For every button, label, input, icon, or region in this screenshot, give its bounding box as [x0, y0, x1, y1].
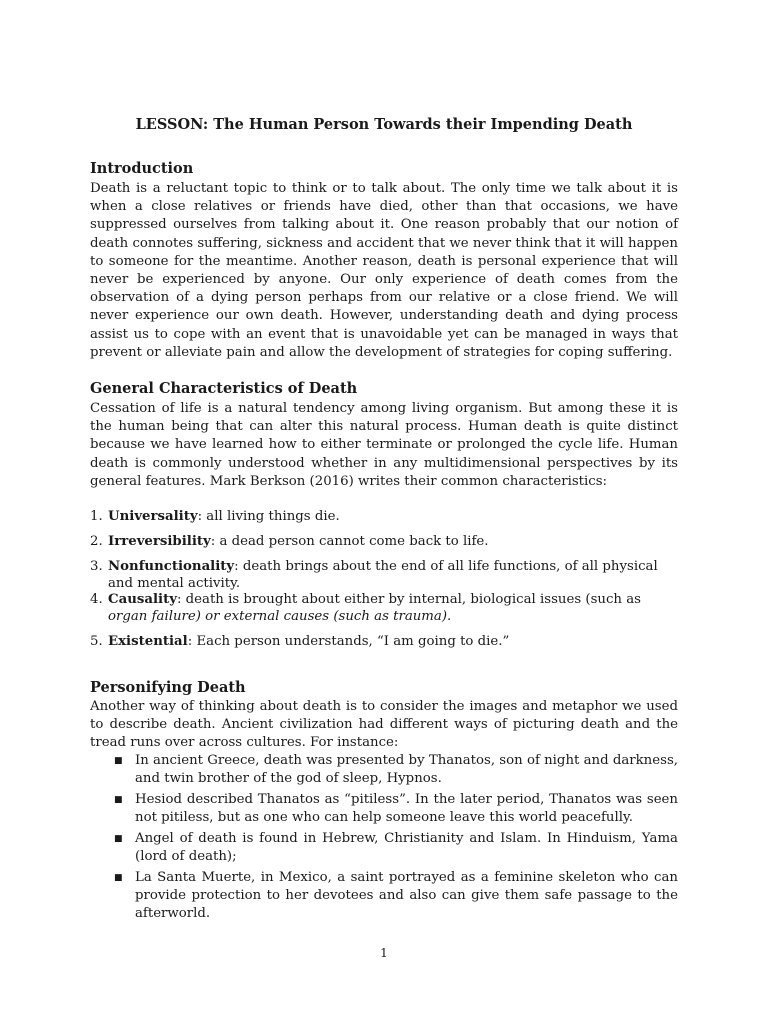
characteristic-term: Nonfunctionality: [108, 559, 235, 574]
characteristic-item: 1. Universality: all living things die.: [90, 509, 340, 524]
characteristic-item: 2. Irreversibility: a dead person cannot come back to life.: [90, 534, 489, 549]
characteristic-term: Irreversibility: [108, 534, 211, 549]
general-characteristics-paragraph: Cessation of life is a natural tendency among living organism. But among these it is the human being that can alter this natural process. Human death is quite distinct because we have learned how to either terminate or prolonged the cycle life. Human death is commonly understood whether in any multidimensional perspectives by its general features. Mark Berkson (2016) writes their common characteristics:: [90, 401, 678, 489]
personifying-death-heading: Personifying Death: [90, 679, 246, 696]
list-item: ■ In ancient Greece, death was presented by Thanatos, son of night and darkness, and twin brother of the god of sleep, Hypnos.: [114, 753, 678, 786]
list-item: ■ Angel of death is found in Hebrew, Christianity and Islam. In Hinduism, Yama (lord of death);: [114, 831, 678, 864]
list-item: ■ Hesiod described Thanatos as “pitiless”. In the later period, Thanatos was seen not pitiless, but as one who can help someone leave this world peacefully.: [114, 792, 678, 825]
general-characteristics-heading: General Characteristics of Death: [90, 380, 358, 397]
characteristic-term: Universality: [108, 509, 198, 524]
personifying-death-paragraph: Another way of thinking about death is to consider the images and metaphor we used to describe death. Ancient civilization had different ways of picturing death and the tread runs over across cultures. For instance:: [90, 699, 678, 751]
bullet-square-icon: ■: [114, 795, 123, 805]
list-item: ■ La Santa Muerte, in Mexico, a saint portrayed as a feminine skeleton who can provide protection to her devotees and also can give them safe passage to the afterworld.: [114, 870, 678, 921]
lesson-title: LESSON: The Human Person Towards their Impending Death: [135, 116, 633, 133]
introduction-paragraph: Death is a reluctant topic to think or to talk about. The only time we talk about it is when a close relatives or friends have died, other than that occasions, we have suppressed ourselves from talking about it. One reason probably that our notion of death connotes suffering, sickness and accident that we never think that it will happen to someone for the meantime. Another reason, death is personal experience that will never be experienced by anyone. Our only experience of death comes from the observation of a dying person perhaps from our relative or a close friend. We will never experience our own death. However, understanding death and dying process assist us to cope with an event that is unavoidable yet can be managed in ways that prevent or alleviate pain and allow the development of strategies for coping suffering.: [90, 181, 678, 360]
page-number: 1: [380, 946, 388, 960]
bullet-square-icon: ■: [114, 756, 123, 766]
characteristic-term: Causality: [108, 592, 177, 607]
characteristic-term: Existential: [108, 634, 188, 649]
characteristic-item: 4. Causality: death is brought about either by internal, biological issues (such as organ failure) or external causes (such as trauma).: [90, 592, 641, 624]
personification-list: [90, 752, 678, 926]
characteristic-item: 3. Nonfunctionality: death brings about the end of all life functions, of all physical and mental activity.: [90, 559, 658, 591]
bullet-square-icon: ■: [114, 873, 123, 883]
characteristic-item: 5. Existential: Each person understands, “I am going to die.”: [90, 634, 510, 649]
introduction-heading: Introduction: [90, 160, 194, 177]
bullet-square-icon: ■: [114, 834, 123, 844]
